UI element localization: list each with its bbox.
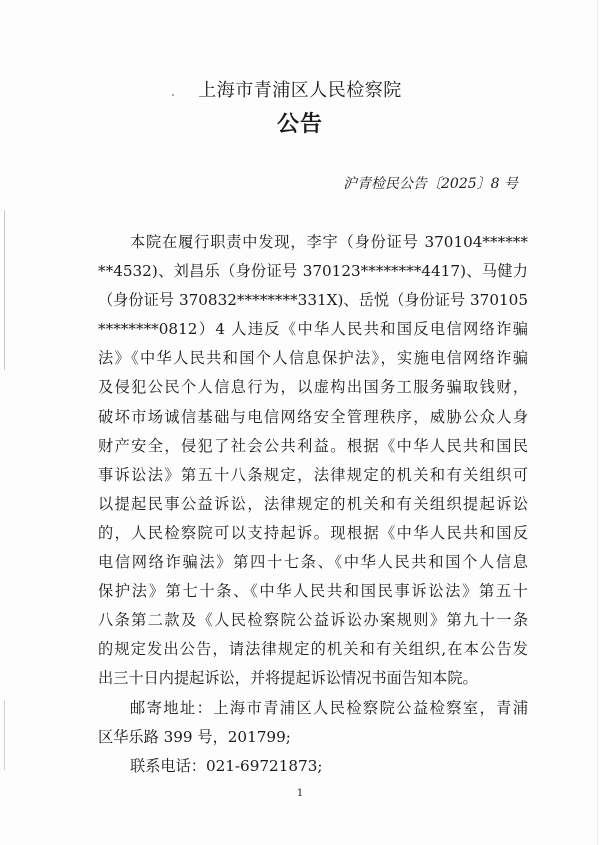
body-line: ********0812）4 人违反《中华人民共和国反电信网络诈骗 <box>98 320 528 339</box>
announcement-body <box>98 228 528 781</box>
scan-edge-mark <box>4 210 5 370</box>
body-line: 破坏市场诚信基础与电信网络安全管理秩序，威胁公众人身 <box>98 407 528 426</box>
mailing-address-line: 邮寄地址：上海市青浦区人民检察院公益检察室，青浦 <box>130 698 528 717</box>
document-title: 公告 <box>276 111 323 137</box>
body-line: 及侵犯公民个人信息行为，以虚构出国务工服务骗取钱财， <box>98 378 528 397</box>
body-line: 八条第二款及《人民检察院公益诉讼办案规则》第九十一条 <box>98 611 528 630</box>
body-line: 以提起民事公益诉讼，法律规定的机关和有关组织提起诉讼 <box>98 494 528 513</box>
body-line: 的，人民检察院可以支持起诉。现根据《中华人民共和国反 <box>98 523 528 542</box>
document-number: 沪青检民公告〔2025〕8 号 <box>343 176 518 192</box>
body-line: （身份证号 370832********331X)、岳悦（身份证号 370105 <box>98 291 528 310</box>
body-line: 事诉讼法》第五十八条规定，法律规定的机关和有关组织可 <box>98 465 528 484</box>
body-line: **4532)、刘昌乐（身份证号 370123********4417)、马健力 <box>98 262 528 281</box>
page-number: 1 <box>296 788 304 799</box>
body-line: 电信网络诈骗法》第四十七条、《中华人民共和国个人信息 <box>98 553 528 572</box>
body-line: 出三十日内提起诉讼，并将提起诉讼情况书面告知本院。 <box>98 669 478 688</box>
body-line: 保护法》第七十条、《中华人民共和国民事诉讼法》第五十 <box>98 582 528 601</box>
body-line: 本院在履行职责中发现，李宇（身份证号 370104****** <box>130 233 528 251</box>
body-line: 财产安全，侵犯了社会公共利益。根据《中华人民共和国民 <box>98 436 528 455</box>
mailing-address-line: 区华乐路 399 号，201799; <box>98 727 291 746</box>
contact-phone-line: 联系电话：021-69721873; <box>130 756 323 775</box>
body-line: 法》《中华人民共和国个人信息保护法》，实施电信网络诈骗 <box>98 349 528 368</box>
body-line: 的规定发出公告，请法律规定的机关和有关组织,在本公告发 <box>98 640 528 659</box>
issuing-organization: 上海市青浦区人民检察院 <box>198 80 402 101</box>
scan-edge-mark <box>4 700 5 770</box>
